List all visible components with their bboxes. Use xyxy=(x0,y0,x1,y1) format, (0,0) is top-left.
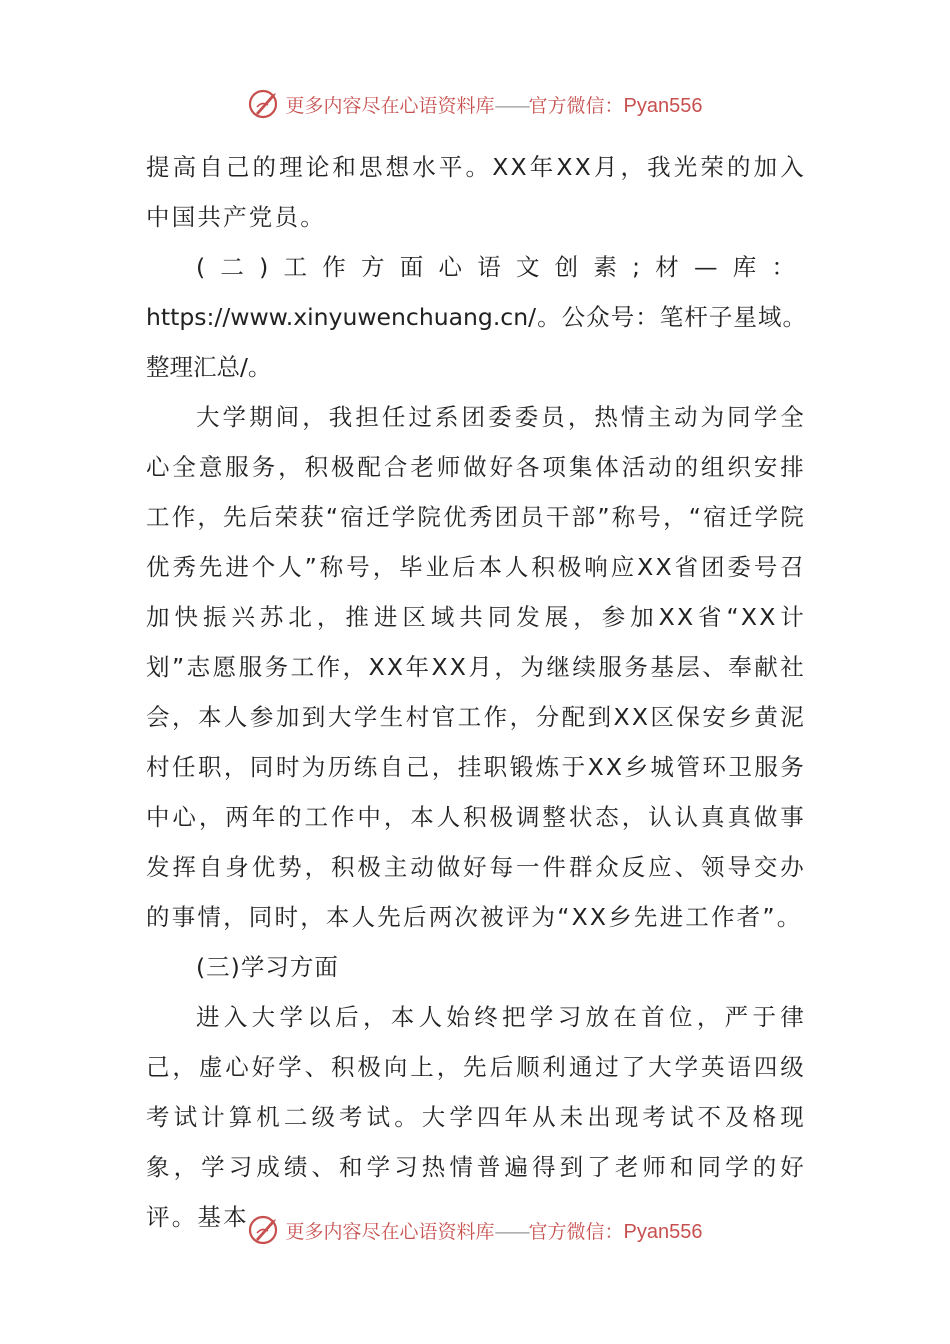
watermark-main-text: 更多内容尽在心语资料库 xyxy=(285,94,495,117)
heading-url-text: https://www.xinyuwenchuang.cn/。公众号：笔杆子星域。整理汇总/。 xyxy=(146,303,806,381)
document-body xyxy=(146,142,806,1242)
watermark-wechat-id: Pyan556 xyxy=(623,94,703,117)
paragraph: 大学期间，我担任过系团委委员，热情主动为同学全心全意服务，积极配合老师做好各项集体活动的组织安排工作，先后荣获“宿迁学院优秀团员干部”称号，“宿迁学院优秀先进个人”称号，毕业后本人积极响应XX省团委号召加快振兴苏北，推进区域共同发展，参加XX省“XX计划”志愿服务工作，XX年XX月，为继续服务基层、奉献社会，本人参加到大学生村官工作，分配到XX区保安乡黄泥村任职，同时为历练自己，挂职锻炼于XX乡城管环卫服务中心，两年的工作中，本人积极调整状态，认认真真做事发挥自身优势，积极主动做好每一件群众反应、领导交办的事情，同时，本人先后两次被评为“XX乡先进工作者”。 xyxy=(146,403,806,931)
section-heading-work xyxy=(146,242,806,392)
header-watermark xyxy=(0,84,950,124)
watermark-dash: —— xyxy=(494,94,529,117)
footer-watermark xyxy=(0,1210,950,1250)
watermark-main-text: 更多内容尽在心语资料库 xyxy=(285,1220,495,1243)
section-heading-study: (三)学习方面 xyxy=(196,953,339,981)
watermark-wechat-label: 官方微信： xyxy=(528,94,624,117)
heading-spaced-text: 工作方面心语文创素;材—库： xyxy=(279,253,806,281)
heading-prefix: (二) xyxy=(196,253,280,281)
watermark-wechat-label: 官方微信： xyxy=(528,1220,624,1243)
paragraph: 进入大学以后，本人始终把学习放在首位，严于律己，虚心好学、积极向上，先后顺利通过了大学英语四级考试计算机二级考试。大学四年从未出现考试不及格现象，学习成绩、和学习热情普遍得到了老师和同学的好评。基本 xyxy=(146,1003,806,1231)
pen-logo-icon xyxy=(248,1213,282,1247)
paragraph: 提高自己的理论和思想水平。XX年XX月，我光荣的加入中国共产党员。 xyxy=(146,153,806,231)
pen-logo-icon xyxy=(248,87,282,121)
watermark-wechat-id: Pyan556 xyxy=(623,1220,703,1243)
watermark-dash: —— xyxy=(494,1220,529,1243)
